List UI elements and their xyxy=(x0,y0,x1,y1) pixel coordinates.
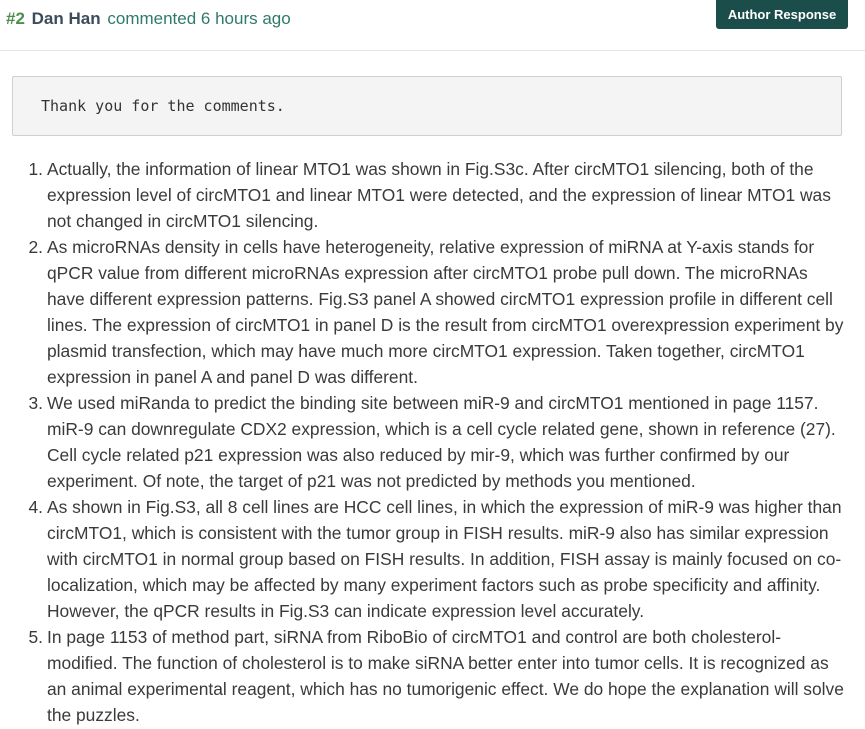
list-item: Actually, the information of linear MTO1 was shown in Fig.S3c. After circMTO1 silencing, both of the expression level of circMTO1 and linear MTO1 were detected, and the expression of linear MTO1 was not changed in circMTO1 silencing. xyxy=(47,159,831,231)
comment-timestamp: commented 6 hours ago xyxy=(107,9,291,28)
comment-header xyxy=(0,0,865,51)
author-response-button[interactable]: Author Response xyxy=(716,0,848,29)
list-item: As shown in Fig.S3, all 8 cell lines are HCC cell lines, in which the expression of miR-9 was higher than circMTO1, which is consistent with the tumor group in FISH results. miR-9 also has similar expression with circMTO1 in normal group based on FISH results. In addition, FISH assay is mainly focused on co-localization, which may be affected by many experiment factors such as probe specificity and affinity. However, the qPCR results in Fig.S3 can indicate expression level accurately. xyxy=(47,497,842,621)
list-item: In page 1153 of method part, siRNA from RiboBio of circMTO1 and control are both cholesterol-modified. The function of cholesterol is to make siRNA better enter into tumor cells. It is recognized as an animal experimental reagent, which has no tumorigenic effect. We do hope the explanation will solve the puzzles. xyxy=(47,627,844,725)
author-name-link[interactable]: Dan Han xyxy=(31,9,101,28)
code-block-text: Thank you for the comments. xyxy=(41,97,285,115)
comment-meta xyxy=(6,7,291,31)
code-block xyxy=(12,76,842,136)
response-list xyxy=(0,156,850,728)
list-item: We used miRanda to predict the binding site between miR-9 and circMTO1 mentioned in page 1157. miR-9 can downregulate CDX2 expression, which is a cell cycle related gene, shown in reference (27). Cell cycle related p21 expression was also reduced by mir-9, which was further confirmed by our experiment. Of note, the target of p21 was not predicted by methods you mentioned. xyxy=(47,393,836,491)
list-item: As microRNAs density in cells have heterogeneity, relative expression of miRNA at Y-axis stands for qPCR value from different microRNAs expression after circMTO1 probe pull down. The microRNAs have different expression patterns. Fig.S3 panel A showed circMTO1 expression profile in different cell lines. The expression of circMTO1 in panel D is the result from circMTO1 overexpression experiment by plasmid transfection, which may have much more circMTO1 expression. Taken together, circMTO1 expression in panel A and panel D was different. xyxy=(47,237,844,387)
comment-number-link[interactable]: #2 xyxy=(6,9,25,28)
